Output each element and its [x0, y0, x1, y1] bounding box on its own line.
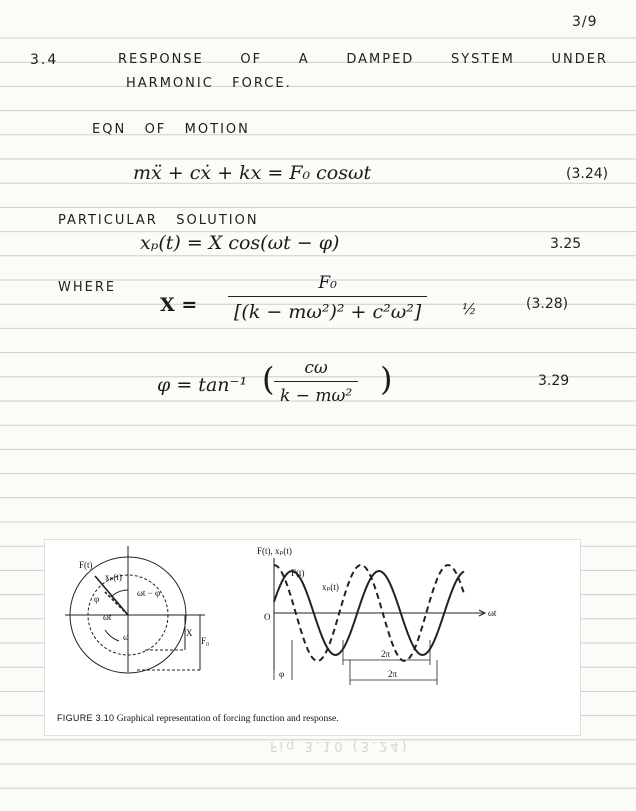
section-number: 3.4	[30, 52, 59, 68]
eqn-of-motion-formula: mẍ + cẋ + kx = F₀ cosωt	[133, 162, 372, 184]
label-omega-t: ωt	[103, 612, 112, 622]
title-word: DAMPED	[346, 52, 415, 67]
title-word: OF	[240, 52, 263, 67]
label-omega: ω	[123, 632, 129, 642]
particular-solution-label: PARTICULAR SOLUTION	[58, 213, 259, 228]
phase-fraction	[274, 358, 358, 406]
figure-3-10	[45, 540, 580, 735]
phase-denominator: k − mω²	[274, 381, 358, 406]
label-axis-x: ωt	[488, 608, 497, 618]
phase-paren-close: )	[380, 360, 393, 398]
phase-numerator: cω	[304, 358, 328, 378]
label-origin: O	[264, 612, 271, 622]
label-period1: 2π	[381, 649, 391, 659]
figure-caption-label: FIGURE 3.10	[57, 713, 115, 723]
eqn-number-3-24: (3.24)	[566, 166, 609, 182]
figure-caption-text: Graphical representation of forcing function and response.	[116, 714, 339, 724]
label-response-curve: xₚ(t)	[322, 582, 339, 592]
title-word: SYSTEM	[450, 52, 515, 67]
section-title-line1	[118, 52, 608, 67]
figure-3-10-drawing	[45, 540, 580, 735]
label-F0: F₀	[201, 636, 210, 646]
label-X: X	[186, 628, 193, 638]
time-response-plot	[274, 558, 485, 685]
title-word: A	[298, 52, 310, 67]
label-phi-right: φ	[279, 669, 285, 679]
section-title-line2: HARMONIC FORCE.	[126, 76, 292, 91]
amplitude-numerator: F₀	[318, 273, 337, 293]
label-response: xₚ(t)	[105, 572, 122, 582]
amplitude-denominator: [(k − mω²)² + c²ω²]	[228, 296, 427, 323]
figure-caption	[57, 713, 339, 724]
page-number: 3/9	[572, 14, 598, 30]
omega-t-arc	[111, 590, 128, 597]
amplitude-power: ½	[462, 300, 477, 318]
eqn-number-3-25: 3.25	[550, 236, 582, 252]
eqn-number-3-29: 3.29	[538, 373, 570, 389]
label-force: F(t)	[79, 560, 93, 570]
omega-arrow	[105, 630, 119, 641]
eqn-number-3-28: (3.28)	[526, 296, 569, 312]
eqn-of-motion-label: EQN OF MOTION	[92, 122, 250, 137]
phase-paren-open: (	[262, 360, 275, 398]
label-phase-angle: ωt − φ	[137, 588, 161, 598]
title-word: UNDER	[551, 52, 608, 67]
title-word: RESPONSE	[118, 52, 204, 67]
where-label: WHERE	[58, 280, 117, 295]
label-force-curve: F(t)	[291, 568, 305, 578]
amplitude-lhs: X =	[160, 294, 198, 316]
label-axis-y: F(t), xₚ(t)	[257, 546, 292, 556]
label-phi: φ	[94, 594, 100, 604]
show-through-text: Fig 3.10 (3.24)	[270, 738, 410, 753]
amplitude-fraction	[228, 273, 427, 323]
label-period2: 2π	[388, 669, 398, 679]
phase-lhs: φ = tan⁻¹	[157, 374, 248, 396]
particular-solution-formula: xₚ(t) = X cos(ωt − φ)	[140, 232, 340, 254]
